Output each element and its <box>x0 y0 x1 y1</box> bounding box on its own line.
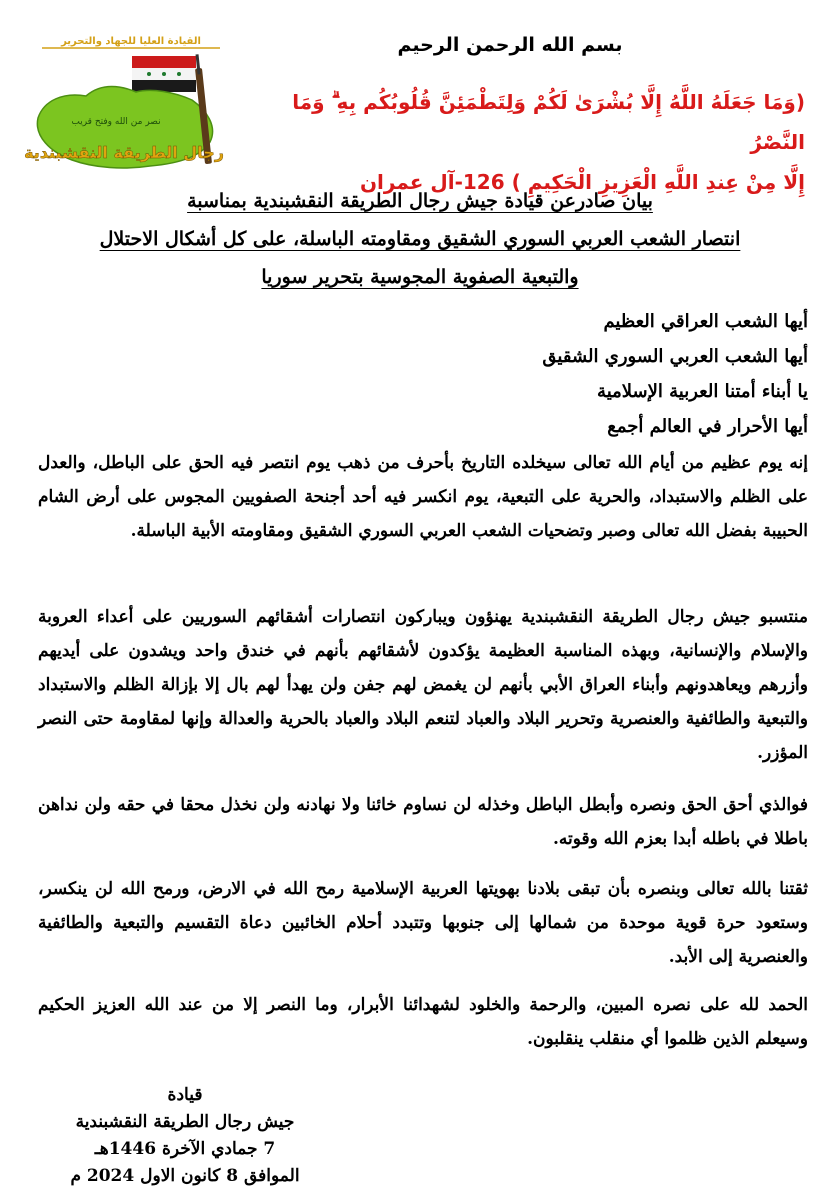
organization-logo <box>24 30 238 180</box>
body-paragraph: فوالذي أحق الحق ونصره وأبطل الباطل وخذله لن نساوم خائنا ولا نهادنه ولن نخذل محقا في حقه ولن نداهن باطلا في باطله أبدا بعزم الله وقوته. <box>38 795 808 849</box>
signature-hijri-date: 7 جمادي الآخرة 1446هـ <box>94 1139 276 1159</box>
body-paragraph: الحمد لله على نصره المبين، والرحمة والخلود لشهدائنا الأبرار، وما النصر إلا من عند الله العزيز الحكيم وسيعلم الذين ظلموا أي منقلب ينقلبون. <box>38 995 808 1049</box>
body-paragraph: منتسبو جيش رجال الطريقة النقشبندية يهنؤون ويباركون انتصارات أشقائهم السوريين على أعداء العروبة والإسلام والإنسانية، وبهذه المناسبة العظيمة يؤكدون لأشقائهم بأنهم في خندق واحد ويشدون على أيديهم وأزرهم ويعاهدونهم وأبناء العراق الأبي بأنهم لن يغمض لهم جفن ولن يهدأ لهم بال إلا بإزالة الظلم والاستبداد والتبعية والطائفية والعنصرية وتحرير البلاد والعباد لتنعم البلاد والعباد بالحرية والعدالة وإنها لمقاومة حتى النصر المؤزر. <box>38 607 808 763</box>
signature-gregorian-date: الموافق 8 كانون الاول 2024 م <box>70 1166 300 1186</box>
title-line-1: بيان صادرعن قيادة جيش رجال الطريقة النقشبندية بمناسبة <box>187 190 653 212</box>
signature-block <box>40 1082 330 1190</box>
title-line-2: انتصار الشعب العربي السوري الشقيق ومقاومته الباسلة، على كل أشكال الاحتلال <box>99 228 741 250</box>
signature-title: قيادة <box>167 1085 203 1105</box>
logo-emblem-icon <box>24 30 238 180</box>
logo-top-text: القيادة العليا للجهاد والتحرير <box>61 36 201 47</box>
body-paragraph: إنه يوم عظيم من أيام الله تعالى سيخلده التاريخ بأحرف من ذهب يوم انتصر فيه الحق على الباطل، والعدل على الظلم والاستبداد، والحرية على التبعية، يوم انكسر فيه أحد أجنحة الصفويين المجوس على أرض الشام الحبيبة بفضل الله تعالى وصبر وتضحيات الشعب العربي السوري الشقيق ومقاومته الأبية الباسلة. <box>38 453 808 541</box>
title-line-3: والتبعية الصفوية المجوسية بتحرير سوريا <box>261 266 579 288</box>
logo-bottom-text: رجال الطريقة النقشبندية <box>24 143 224 162</box>
salutation-line: أيها الشعب العربي السوري الشقيق <box>542 346 808 367</box>
body-paragraph: ثقتنا بالله تعالى وبنصره بأن تبقى بلادنا بهويتها العربية الإسلامية رمح الله في الارض، ورمح الله لن ينكسر، وستعود حرة قوية موحدة من شمالها إلى جنوبها وتتبدد أحلام الخائبين دعاة التقسيم والتبعية والطائفية والعنصرية إلى الأبد. <box>38 879 808 967</box>
salutation-block <box>38 304 808 444</box>
salutation-line: أيها الشعب العراقي العظيم <box>603 311 808 332</box>
verse-line-2: إِلَّا مِنْ عِندِ اللَّهِ الْعَزِيزِ الْحَكِيمِ ) 126-آل عمران <box>359 170 805 194</box>
salutation-line: أيها الأحرار في العالم أجمع <box>607 416 808 437</box>
basmala: بسم الله الرحمن الرحيم <box>397 34 623 56</box>
logo-emblem-text: نصر من الله وفتح قريب <box>71 117 161 127</box>
signature-organization: جيش رجال الطريقة النقشبندية <box>75 1112 295 1132</box>
verse-line-1: (وَمَا جَعَلَهُ اللَّهُ إِلَّا بُشْرَىٰ لَكُمْ وَلِتَطْمَئِنَّ قُلُوبُكُم بِهِ ۗ وَمَا النَّصْرُ <box>292 90 805 154</box>
salutation-line: يا أبناء أمتنا العربية الإسلامية <box>597 381 808 402</box>
statement-title <box>40 182 800 296</box>
